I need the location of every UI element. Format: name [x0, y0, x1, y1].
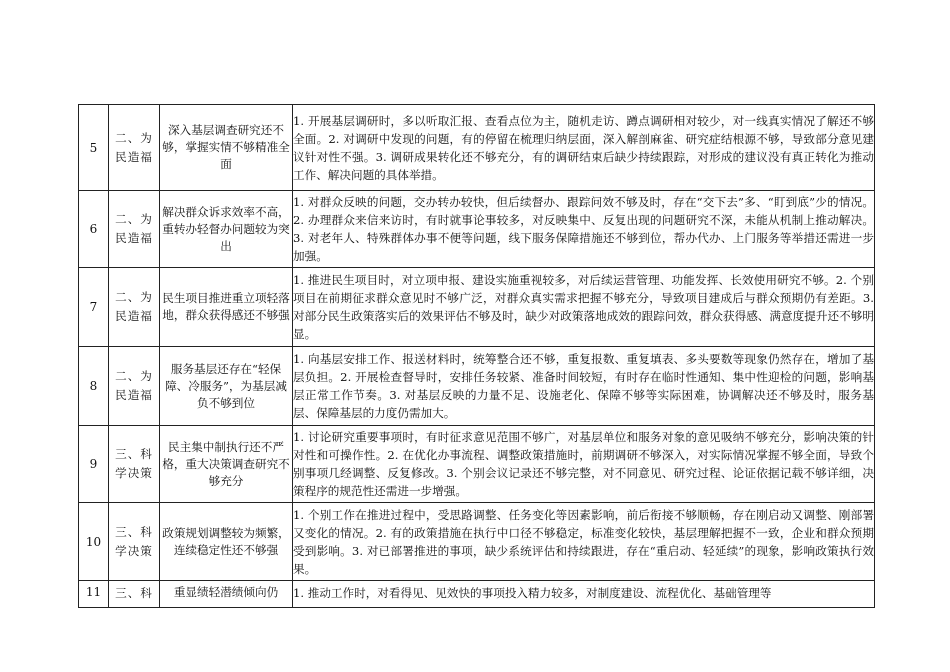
row-category: 二、为民造福	[109, 347, 160, 426]
row-issue: 民生项目推进重立项轻落地，群众获得感还不够强	[160, 268, 293, 347]
row-details: 1. 讨论研究重要事项时，有时征求意见范围不够广，对基层单位和服务对象的意见吸纳不够充分，影响决策的针对性和可操作性。2. 在优化办事流程、调整政策措施时，前期调研不够深入，对实际情况掌握不够全面，导致个别事项几经调整、反复修改。3. 个别会议记录还不够完整，对不同意见、研究过程、论证依据记载不够详细，决策程序的规范性还需进一步增强。	[293, 426, 875, 503]
row-issue: 服务基层还存在“轻保障、冷服务”，为基层减负不够到位	[160, 347, 293, 426]
row-details: 1. 向基层安排工作、报送材料时，统筹整合还不够，重复报数、重复填表、多头要数等现象仍然存在，增加了基层负担。2. 开展检查督导时，安排任务较紧、准备时间较短，有时存在临时性通知、集中性迎检的问题，影响基层正常工作节奏。3. 对基层反映的力量不足、设施老化、保障不够等实际困难，协调解决还不够及时，服务基层、保障基层的力度仍需加大。	[293, 347, 875, 426]
row-number: 7	[79, 268, 109, 347]
row-category: 二、为民造福	[109, 268, 160, 347]
row-number: 6	[79, 191, 109, 268]
row-details: 1. 对群众反映的问题，交办转办较快，但后续督办、跟踪问效不够及时，存在“交下去”多、“盯到底”少的情况。2. 办理群众来信来访时，有时就事论事较多，对反映集中、反复出现的问题研究不深，未能从机制上推动解决。3. 对老年人、特殊群体办事不便等问题，线下服务保障措施还不够到位，帮办代办、上门服务等举措还需进一步加强。	[293, 191, 875, 268]
issues-table	[78, 104, 875, 608]
row-number: 9	[79, 426, 109, 503]
row-issue: 深入基层调查研究还不够，掌握实情不够精准全面	[160, 105, 293, 191]
row-issue: 解决群众诉求效率不高，重转办轻督办问题较为突出	[160, 191, 293, 268]
row-category: 二、为民造福	[109, 105, 160, 191]
row-category: 三、科学决策	[109, 426, 160, 503]
row-category: 三、科学决策	[109, 503, 160, 581]
row-details: 1. 个别工作在推进过程中，受思路调整、任务变化等因素影响，前后衔接不够顺畅，存在刚启动又调整、刚部署又变化的情况。2. 有的政策措施在执行中口径不够稳定，标准变化较快，基层理解把握不一致，企业和群众预期受到影响。3. 对已部署推进的事项，缺少系统评估和持续跟进，存在“重启动、轻延续”的现象，影响政策执行效果。	[293, 503, 875, 581]
row-details: 1. 推动工作时，对看得见、见效快的事项投入精力较多，对制度建设、流程优化、基础管理等	[293, 581, 875, 608]
row-issue: 重显绩轻潜绩倾向仍	[160, 581, 293, 608]
row-number: 10	[79, 503, 109, 581]
row-details: 1. 开展基层调研时，多以听取汇报、查看点位为主，随机走访、蹲点调研相对较少，对一线真实情况了解还不够全面。2. 对调研中发现的问题，有的停留在梳理归纳层面，深入解剖麻雀、研究症结根源不够，导致部分意见建议针对性不强。3. 调研成果转化还不够充分，有的调研结束后缺少持续跟踪，对形成的建议没有真正转化为推动工作、解决问题的具体举措。	[293, 105, 875, 191]
table-row	[79, 426, 875, 503]
table-row	[79, 503, 875, 581]
row-number: 8	[79, 347, 109, 426]
row-number: 5	[79, 105, 109, 191]
table-row	[79, 581, 875, 608]
table-row	[79, 347, 875, 426]
table-row	[79, 105, 875, 191]
row-details: 1. 推进民生项目时，对立项申报、建设实施重视较多，对后续运营管理、功能发挥、长效使用研究不够。2. 个别项目在前期征求群众意见时不够广泛，对群众真实需求把握不够充分，导致项目建成后与群众预期仍有差距。3. 对部分民生政策落实后的效果评估不够及时，缺少对政策落地成效的跟踪问效，群众获得感、满意度提升还不够明显。	[293, 268, 875, 347]
row-issue: 政策规划调整较为频繁，连续稳定性还不够强	[160, 503, 293, 581]
row-category: 二、为民造福	[109, 191, 160, 268]
row-category: 三、科	[109, 581, 160, 608]
row-number: 11	[79, 581, 109, 608]
table-row	[79, 191, 875, 268]
table-row	[79, 268, 875, 347]
row-issue: 民主集中制执行还不严格，重大决策调查研究不够充分	[160, 426, 293, 503]
